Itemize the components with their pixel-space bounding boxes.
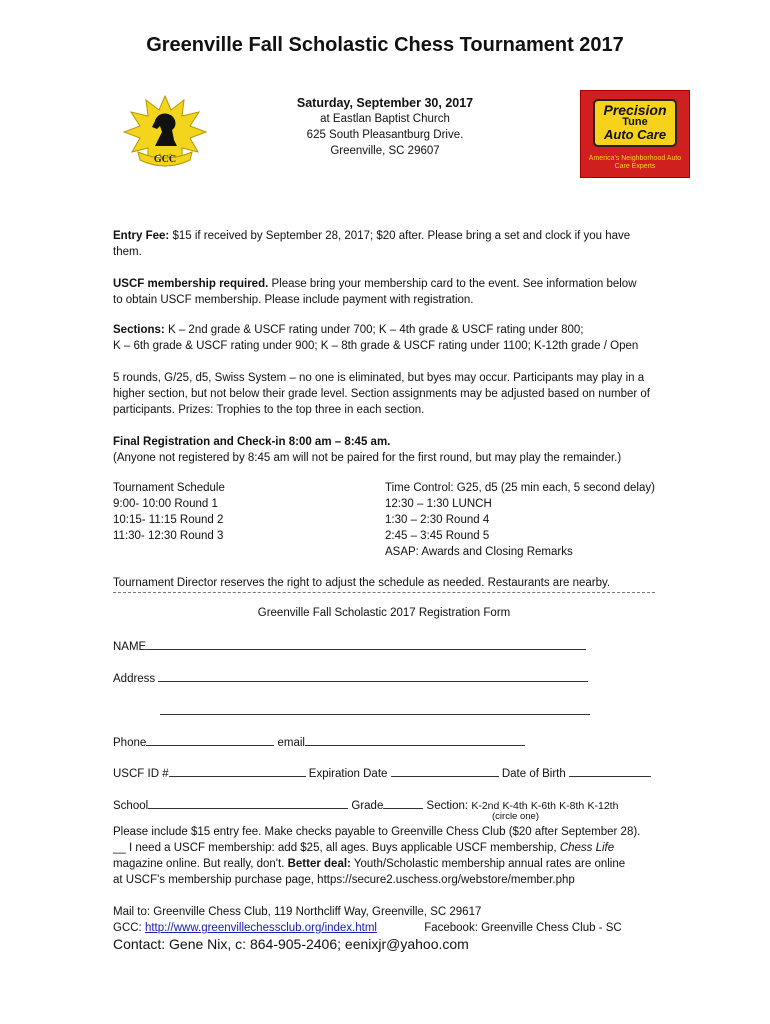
name-input-line[interactable]: [146, 638, 586, 650]
event-date: Saturday, September 30, 2017: [296, 96, 474, 110]
entry-fee-paragraph: [113, 228, 643, 260]
schedule-right: [385, 480, 665, 560]
precision-line2: Tune: [622, 116, 648, 128]
sections-line1: K – 2nd grade & USCF rating under 700; K – 4th grade & USCF rating under 800;: [167, 324, 584, 336]
mail-address: Mail to: Greenville Chess Club, 119 Northcliff Way, Greenville, SC 29617: [113, 906, 482, 918]
school-input-line[interactable]: [148, 797, 348, 809]
schedule-left-row: 10:15- 11:15 Round 2: [113, 514, 224, 526]
event-city: Greenville, SC 29607: [330, 145, 440, 157]
gcc-logo-text: GCC: [153, 154, 177, 165]
email-input-line[interactable]: [305, 734, 525, 746]
expiration-input-line[interactable]: [391, 765, 499, 777]
email-label: email: [277, 737, 305, 749]
precision-line3: Auto Care: [603, 127, 667, 142]
schedule-right-row: 1:30 – 2:30 Round 4: [385, 514, 490, 526]
payment-line4: at USCF's membership purchase page, https://secure2.uschess.org/webstore/member.php: [113, 874, 575, 886]
phone-input-line[interactable]: [146, 734, 274, 746]
gcc-url-label: GCC:: [113, 922, 142, 934]
event-street: 625 South Pleasantburg Drive.: [306, 129, 464, 141]
facebook-text: Facebook: Greenville Chess Club - SC: [424, 922, 622, 934]
schedule-left-row: 11:30- 12:30 Round 3: [113, 530, 224, 542]
uscf-id-label: USCF ID #: [113, 768, 169, 780]
schedule-right-row: Time Control: G25, d5 (25 min each, 5 second delay): [385, 482, 655, 494]
sections-line2: K – 6th grade & USCF rating under 900; K – 8th grade & USCF rating under 1100; K-12th grade / Open: [113, 340, 639, 352]
uscf-id-input-line[interactable]: [169, 765, 306, 777]
precision-tune-logo: [580, 90, 690, 178]
schedule-left-row: 9:00- 10:00 Round 1: [113, 498, 218, 510]
schedule-left: [113, 480, 353, 544]
registration-bold: Final Registration and Check-in 8:00 am – 8:45 am.: [113, 436, 391, 448]
address-input-line-2[interactable]: [160, 703, 590, 715]
payment-line1: Please include $15 entry fee. Make checks payable to Greenville Chess Club ($20 after September 28).: [113, 826, 641, 838]
payment-line3-post: Youth/Scholastic membership annual rates are online: [353, 858, 626, 870]
page-title: Greenville Fall Scholastic Chess Tournament 2017: [146, 34, 624, 56]
phone-label: Phone: [113, 737, 147, 749]
cut-line-divider: [113, 592, 655, 593]
entry-fee-text: $15 if received by September 28, 2017; $20 after. Please bring a set and clock if you have them.: [113, 230, 631, 258]
school-row: [113, 797, 618, 814]
sections-paragraph: [113, 322, 673, 354]
sections-label: Sections:: [113, 324, 165, 336]
address-input-line[interactable]: [158, 670, 588, 682]
entry-fee-label: Entry Fee:: [113, 230, 170, 242]
dob-label: Date of Birth: [501, 768, 566, 780]
director-note: Tournament Director reserves the right to adjust the schedule as needed. Restaurants are nearby.: [113, 577, 611, 589]
schedule-right-row: 2:45 – 3:45 Round 5: [385, 530, 490, 542]
payment-line2: __ I need a USCF membership: add $25, all ages. Buys applicable USCF membership,: [113, 842, 557, 854]
address-line-2-row: [160, 703, 590, 720]
grade-input-line[interactable]: [383, 797, 423, 809]
circle-one-note: (circle one): [492, 811, 539, 822]
payment-paragraph: [113, 824, 658, 888]
section-option[interactable]: K-8th: [559, 800, 585, 812]
schedule-right-row: 12:30 – 1:30 LUNCH: [385, 498, 492, 510]
uscf-id-row: [113, 765, 651, 782]
grade-label: Grade: [351, 800, 384, 812]
gcc-logo: [122, 94, 208, 174]
registration-paragraph: [113, 434, 673, 466]
section-label: Section:: [426, 800, 469, 812]
form-title: Greenville Fall Scholastic 2017 Registration Form: [257, 607, 511, 619]
footer: [113, 904, 673, 936]
school-label: School: [113, 800, 149, 812]
uscf-text: Please bring your membership card to the event. See information below to obtain USCF membership. Please include payment with registration.: [113, 278, 637, 306]
uscf-paragraph: [113, 276, 643, 308]
precision-tagline: America's Neighborhood Auto Care Experts: [588, 155, 682, 170]
uscf-label: USCF membership required.: [113, 278, 269, 290]
name-field-row: [113, 638, 586, 655]
precision-line1: Precision: [603, 102, 667, 118]
event-header: [200, 95, 570, 159]
section-option[interactable]: K-12th: [587, 800, 619, 812]
expiration-label: Expiration Date: [308, 768, 388, 780]
better-deal-bold: Better deal:: [287, 858, 351, 870]
chess-life-italic: Chess Life: [559, 842, 615, 854]
section-option[interactable]: K-6th: [530, 800, 556, 812]
gcc-website-link[interactable]: http://www.greenvillechessclub.org/index.html: [144, 922, 377, 934]
schedule-right-row: ASAP: Awards and Closing Remarks: [385, 546, 573, 558]
section-option[interactable]: K-4th: [502, 800, 528, 812]
contact-line: Contact: Gene Nix, c: 864-905-2406; eenixjr@yahoo.com: [113, 936, 469, 952]
rounds-paragraph: 5 rounds, G/25, d5, Swiss System – no one is eliminated, but byes may occur. Participants may play in a higher section, but not below their grade level. Section assignments may be adjusted based on number of participants. Prizes: Trophies to the top three in each section.: [113, 372, 650, 416]
payment-line3: magazine online. But really, don't.: [113, 858, 285, 870]
registration-note: (Anyone not registered by 8:45 am will not be paired for the first round, but may play the remainder.): [113, 452, 622, 464]
name-label: NAME: [113, 641, 147, 653]
phone-email-row: [113, 734, 525, 751]
dob-input-line[interactable]: [569, 765, 651, 777]
event-venue: at Eastlan Baptist Church: [320, 113, 450, 125]
address-field-row: [113, 670, 588, 687]
address-label: Address: [113, 673, 156, 685]
schedule-left-row: Tournament Schedule: [113, 482, 225, 494]
section-option[interactable]: K-2nd: [471, 800, 500, 812]
